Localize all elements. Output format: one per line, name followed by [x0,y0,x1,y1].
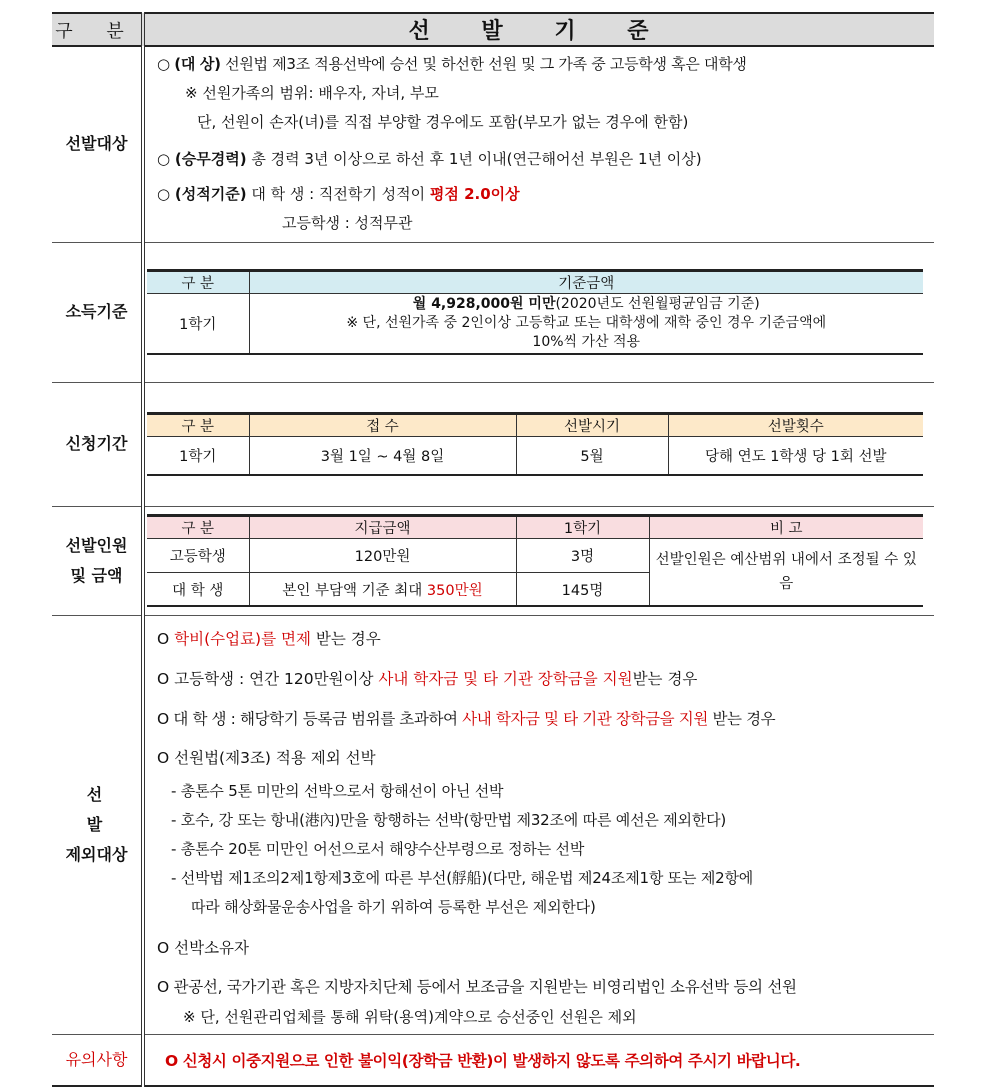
amount-row1-count: 3명 [516,538,649,572]
income-header-amount: 기준금액 [249,271,923,294]
amount-label-line2: 및 금액 [70,565,123,585]
selection-criteria-table [52,12,934,1087]
exclusion-item2-red: 사내 학자금 및 타 기관 장학금을 지원 [378,670,633,688]
exclusion-item1-red: 학비(수업료)를 면제 [174,630,311,648]
exclusion-item1 [157,619,934,659]
target-item1-head: (대 상) [174,55,221,74]
exclusion-item4 [157,739,934,777]
exclusion-item6 [157,970,934,1004]
period-header-time: 선발시기 [516,414,668,437]
bullet: ○ [157,55,170,74]
exclusion-item2 [157,659,934,699]
exclusion-body [143,615,934,1034]
period-cell-time: 5월 [516,437,668,475]
period-table [147,412,923,476]
exclusion-item4-subs [157,777,934,922]
income-header-category: 구 분 [147,271,249,294]
period-label: 신청기간 [52,382,143,506]
period-header-receipt: 접 수 [249,414,516,437]
exclusion-item6-note: ※ 단, 선원관리업체를 통해 위탁(용역)계약으로 승선중인 선원은 제외 [183,1008,637,1026]
period-body [143,382,934,506]
exclusion-item2-prefix: 고등학생 : 연간 120만원이상 [174,670,374,688]
amount-table [147,514,923,608]
amount-label [52,506,143,615]
target-note2: 단, 선원이 손자(녀)를 직접 부양할 경우에도 포함(부모가 없는 경우에 한함) [197,113,689,132]
amount-header-pay: 지급금액 [249,515,516,538]
bullet: O [157,939,170,957]
section-notice [52,1034,934,1086]
header-row [52,13,934,46]
bullet: ○ [157,150,171,169]
exclusion-item3-tail: 받는 경우 [712,710,776,728]
exclusion-item5 [157,926,934,970]
bullet: O [157,978,169,996]
list-item: - 호수, 강 또는 항내(港內)만을 항행하는 선박(항만법 제32조에 따른 예선은 제외한다) [171,811,727,829]
amount-row1-pay: 120만원 [249,538,516,572]
exclusion-item4-text: 선원법(제3조) 적용 제외 선박 [174,749,376,767]
bullet: O [157,710,169,728]
amount-row2-pay-prefix: 본인 부담액 기준 최대 [282,582,423,599]
list-item: - 선박법 제1조의2제1항제3호에 따른 부선(艀船)(다만, 해운법 제24조제1항 또는 제2항에 [171,869,754,887]
exclusion-label-line2: 제외대상 [65,844,128,864]
notice-body [143,1034,934,1086]
income-note-line1: ※ 단, 선원가족 중 2인이상 고등학교 또는 대학생에 재학 중인 경우 기준금액에 [346,315,827,331]
target-item3-line2: 고등학생 : 성적무관 [282,214,413,233]
amount-header-category: 구 분 [147,515,249,538]
target-label: 선발대상 [52,46,143,242]
income-amount: 월 4,928,000원 미만 [412,296,556,312]
criteria-header: 선 발 기 준 [143,13,934,46]
amount-row2-type: 대 학 생 [147,572,249,606]
period-cell-category: 1학기 [147,437,249,475]
period-cell-count: 당해 연도 1학생 당 1회 선발 [668,437,923,475]
exclusion-label [52,615,143,1034]
notice-label: 유의사항 [52,1034,143,1086]
amount-body [143,506,934,615]
target-item3-line1: 대 학 생 : 직전학기 성적이 [251,185,426,204]
exclusion-item6-text: 관공선, 국가기관 혹은 지방자치단체 등에서 보조금을 지원받는 비영리법인 소유선박 등의 선원 [173,978,797,996]
section-amount [52,506,934,615]
table-row [147,538,923,572]
list-item: - 총톤수 20톤 미만인 어선으로서 해양수산부령으로 정하는 선박 [171,840,585,858]
exclusion-item1-tail: 받는 경우 [315,630,381,648]
notice-text [165,1049,934,1071]
exclusion-item3 [157,699,934,739]
section-income [52,242,934,382]
amount-remark: 선발인원은 예산범위 내에서 조정될 수 있음 [649,538,923,606]
amount-header-remark: 비 고 [649,515,923,538]
period-cell-receipt: 3월 1일 ~ 4월 8일 [249,437,516,475]
target-note1: ※ 선원가족의 범위: 배우자, 자녀, 부모 [185,84,439,103]
target-item3 [157,180,934,209]
income-body [143,242,934,382]
target-item2 [157,145,934,174]
amount-row2-count: 145명 [516,572,649,606]
exclusion-item5-text: 선박소유자 [174,939,250,957]
income-amount-note: (2020년도 선원월평균임금 기준) [555,296,760,312]
amount-row2-pay [249,572,516,606]
bullet: O [165,1051,178,1070]
target-item3-head: (성적기준) [174,185,247,204]
section-target [52,46,934,242]
target-body [143,46,934,242]
target-item3-red: 평점 2.0이상 [429,185,520,204]
bullet: O [157,749,170,767]
notice-message: 신청시 이중지원으로 인한 불이익(장학금 반환)이 발생하지 않도록 주의하여 주시기 바랍니다. [182,1051,801,1070]
target-item2-head: (승무경력) [174,150,247,169]
bullet: O [157,670,170,688]
amount-row2-pay-red: 350만원 [426,582,483,599]
section-exclusion [52,615,934,1034]
income-amount-cell [249,294,923,354]
list-item: 따라 해상화물운송사업을 하기 위하여 등록한 부선은 제외한다) [191,898,596,916]
exclusion-label-line1: 선 발 [86,784,129,834]
amount-row1-type: 고등학생 [147,538,249,572]
income-table [147,269,923,355]
period-header-category: 구 분 [147,414,249,437]
target-item1 [157,50,934,79]
income-row-label: 1학기 [147,294,249,354]
amount-header-semester: 1학기 [516,515,649,538]
target-item2-text: 총 경력 3년 이상으로 하선 후 1년 이내(연근해어선 부원은 1년 이상) [251,150,702,169]
income-label: 소득기준 [52,242,143,382]
bullet: O [157,630,170,648]
income-note-line2: 10%씩 가산 적용 [532,334,641,350]
exclusion-item3-red: 사내 학자금 및 타 기관 장학금을 지원 [462,710,708,728]
amount-label-line1: 선발인원 [65,535,128,555]
list-item: - 총톤수 5톤 미만의 선박으로서 항해선이 아닌 선박 [171,782,504,800]
period-header-count: 선발횟수 [668,414,923,437]
exclusion-item3-prefix: 대 학 생 : 해당학기 등록금 범위를 초과하여 [173,710,458,728]
exclusion-item2-tail: 받는 경우 [632,670,698,688]
target-item1-text: 선원법 제3조 적용선박에 승선 및 하선한 선원 및 그 가족 중 고등학생 혹은 대학생 [225,55,747,74]
section-period [52,382,934,506]
bullet: ○ [157,185,171,204]
category-header: 구 분 [52,13,143,46]
